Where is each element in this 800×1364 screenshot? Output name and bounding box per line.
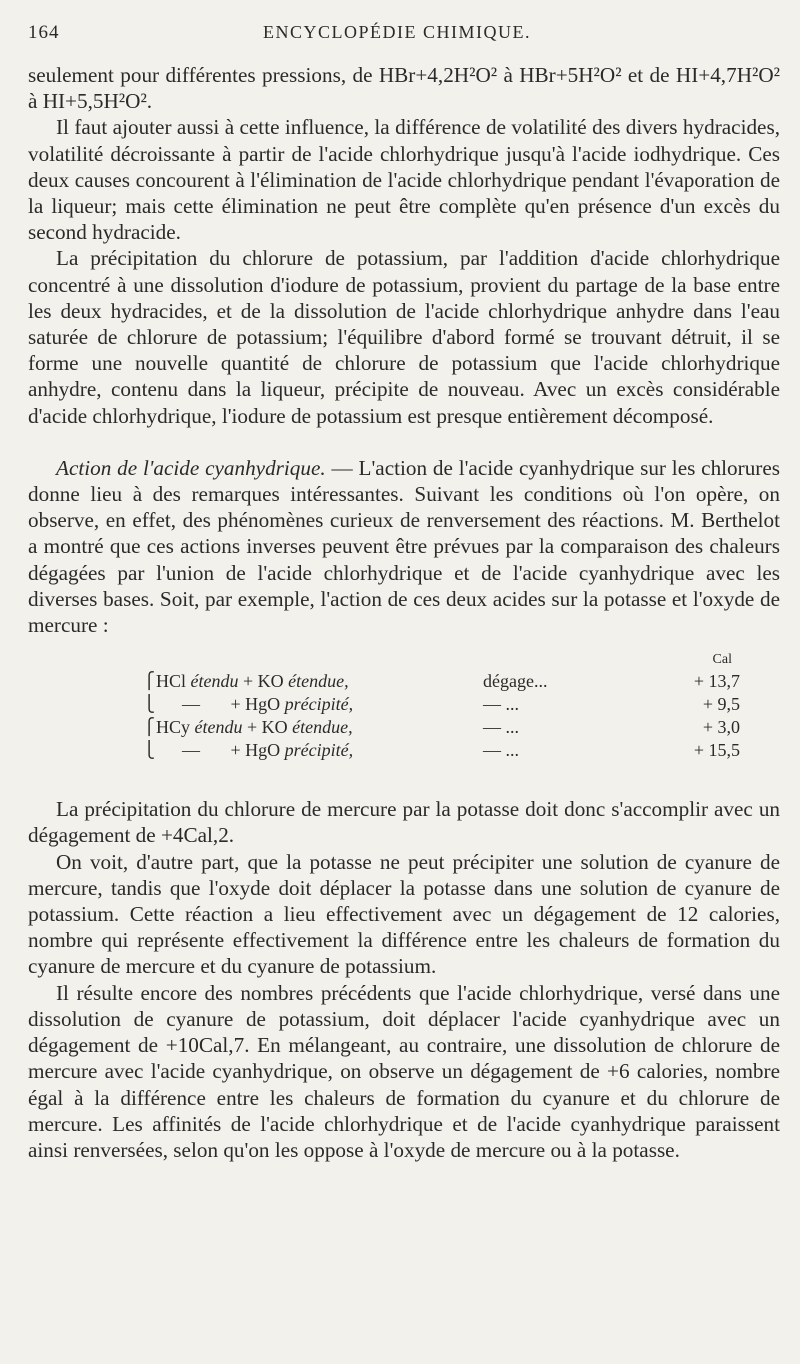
plus: + xyxy=(230,740,241,761)
paragraph-5: La précipitation du chlorure de mercure par la potasse doit donc s'accomplir avec un dégagement de +4Cal,2. xyxy=(28,797,780,848)
plus: + xyxy=(247,717,258,738)
equation-verb: — ... xyxy=(483,717,519,738)
running-title: ENCYCLOPÉDIE CHIMIQUE. xyxy=(263,22,531,42)
paragraph-4 xyxy=(28,455,780,638)
equation-left xyxy=(156,693,353,716)
equation-row xyxy=(28,739,780,762)
paragraph-6: On voit, d'autre part, que la potasse ne peut précipiter une solution de cyanure de mercure, tandis que l'oxyde doit déplacer la potasse dans une solution de cyanure de potassium. Cette réaction a lieu effectivement avec un dégagement de 12 calories, nombre qui représente effectivement la différence entre les chaleurs de formation du cyanure de mercure et du cyanure de potassium. xyxy=(28,849,780,979)
equation-value: + 13,7 xyxy=(693,671,740,692)
acid: — xyxy=(182,694,200,715)
acid: HCy xyxy=(156,717,191,738)
section-title-cyanhydrique: Action de l'acide cyanhydrique. xyxy=(56,455,326,480)
acid: — xyxy=(182,740,200,761)
base: KO xyxy=(257,671,284,692)
acid-state: étendu xyxy=(190,671,239,692)
equation-verb: dégage... xyxy=(483,671,548,692)
base-state: précipité, xyxy=(284,740,354,761)
equation-left xyxy=(156,670,349,693)
equation-value: + 3,0 xyxy=(702,717,740,738)
plus: + xyxy=(230,694,241,715)
plus: + xyxy=(243,671,254,692)
equation-verb: — ... xyxy=(483,740,519,761)
base-state: étendue, xyxy=(292,717,353,738)
equation-left xyxy=(156,716,353,739)
body-text xyxy=(28,62,780,1163)
page-number: 164 xyxy=(28,22,60,43)
thermochemical-equations xyxy=(28,648,780,768)
acid-state: étendu xyxy=(194,717,243,738)
paragraph-7: Il résulte encore des nombres précédents que l'acide chlorhydrique, versé dans une dissolution de cyanure de potassium, doit déplacer l'acide cyanhydrique avec un dégagement de +10Cal,7. En mélangeant, au contraire, une dissolution de chlorure de mercure avec l'acide cyanhydrique, on observe un dégagement de +6 calories, nombre égal à la différence entre les chaleurs de formation du cyanure et du chlorure de mercure. Les affinités de l'acide chlorhydrique et de l'acide cyanhydrique paraissent ainsi renversées, selon qu'on les oppose à l'oxyde de mercure ou à la potasse. xyxy=(28,980,780,1162)
base-state: précipité, xyxy=(284,694,354,715)
brace-mark: ⎩ xyxy=(143,696,155,714)
brace-mark: ⎧ xyxy=(143,719,155,737)
base: KO xyxy=(261,717,288,738)
base: HgO xyxy=(245,740,281,761)
page-header xyxy=(28,22,766,52)
brace-mark: ⎧ xyxy=(143,673,155,691)
equation-left xyxy=(156,739,353,762)
equation-row xyxy=(28,716,780,739)
equation-row xyxy=(28,670,780,693)
section-gap xyxy=(28,429,780,455)
acid: HCl xyxy=(156,671,187,692)
brace-mark: ⎩ xyxy=(143,742,155,760)
paragraph-2: Il faut ajouter aussi à cette influence, la différence de volatilité des divers hydracides, volatilité décroissante à partir de l'acide chlorhydrique jusqu'à l'acide iodhydrique. Ces deux causes concourent à l'élimination de l'acide chlorhydrique pendant l'évaporation de la liqueur; mais cette élimination ne peut être complète qu'en présence d'un excès du second hydracide. xyxy=(28,115,780,245)
paragraph-3: La précipitation du chlorure de potassium, par l'addition d'acide chlorhydrique concentré à une dissolution d'iodure de potassium, provient du partage de la base entre les deux hydracides, et de la dissolution de l'acide chlorhydrique anhydre dans l'eau saturée de chlorure de potassium; l'équilibre d'abord formé se trouvant détruit, il se forme une nouvelle quantité de chlorure de potassium que l'acide chlorhydrique anhydre, contenu dans la liqueur, précipite de nouveau. Avec un excès considérable d'acide chlorhydrique, l'iodure de potassium est presque entièrement décomposé. xyxy=(28,246,780,428)
equation-row xyxy=(28,693,780,716)
equation-unit: Cal xyxy=(712,652,732,668)
base: HgO xyxy=(245,694,281,715)
equation-verb: — ... xyxy=(483,694,519,715)
base-state: étendue, xyxy=(288,671,349,692)
paragraph-1: seulement pour différentes pressions, de HBr+4,2H²O² à HBr+5H²O² et de HI+4,7H²O² à HI+5,5H²O². xyxy=(28,63,780,114)
equation-value: + 9,5 xyxy=(702,694,740,715)
equation-value: + 15,5 xyxy=(693,740,740,761)
paragraph-4-text: — L'action de l'acide cyanhydrique sur les chlorures donne lieu à des remarques intéressantes. Suivant les conditions où l'on opère, on observe, en effet, des phénomènes curieux de renversement des réactions. M. Berthelot a montré que ces actions inverses peuvent être prévues par la comparaison des chaleurs dégagées par l'union de l'acide chlorhydrique et de l'acide cyanhydrique avec les diverses bases. Soit, par exemple, l'action de ces deux acides sur la potasse et l'oxyde de mercure : xyxy=(28,455,781,638)
